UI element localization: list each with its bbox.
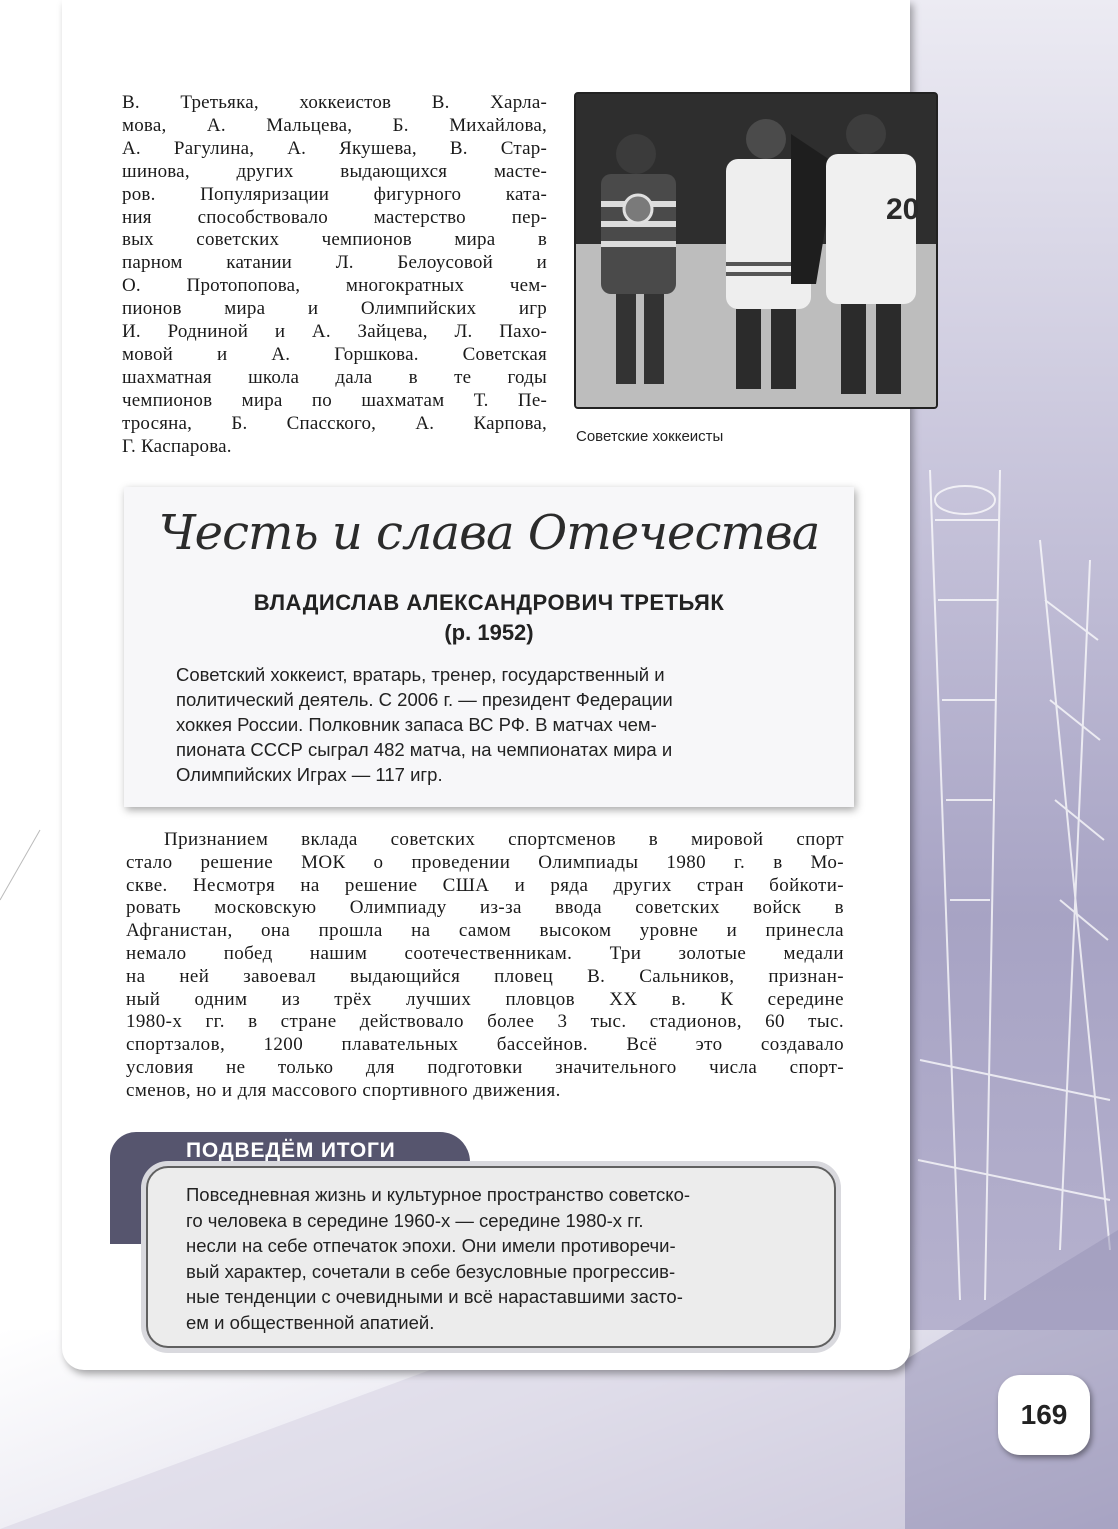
honor-box: [124, 487, 854, 807]
text-line: мовой и А. Горшкова. Советская: [122, 343, 547, 365]
text-line: шахматная школа дала в те годы: [122, 366, 547, 388]
text-line: О. Протопопова, многократных чем-: [122, 275, 547, 297]
text-line: шинова, других выдающихся масте-: [122, 160, 547, 182]
text-line: Повседневная жизнь и культурное пространство советско-: [186, 1184, 691, 1205]
text-line: Олимпийских Играх — 117 игр.: [176, 764, 443, 785]
text-line: И. Родниной и А. Зайцева, Л. Пахо-: [122, 321, 547, 343]
text-line: Афганистан, она прошла на самом высоком уровне и принесла: [126, 920, 844, 942]
text-line: Г. Каспарова.: [122, 435, 232, 457]
photo-caption: Советские хоккеисты: [576, 428, 724, 445]
text-line: мова, А. Мальцева, Б. Михайлова,: [122, 114, 547, 136]
text-line: В. Третьяка, хоккеистов В. Харла-: [122, 92, 547, 113]
text-line: Советский хоккеист, вратарь, тренер, государственный и: [176, 664, 665, 685]
text-line: ем и общественной апатией.: [186, 1311, 435, 1333]
text-line: го человека в середине 1960-х — середине 1980-х гг.: [186, 1209, 644, 1231]
text-line: тросяна, Б. Спасского, А. Карпова,: [122, 412, 547, 434]
text-line: на ней завоевал выдающийся пловец В. Сальников, признан-: [126, 965, 844, 987]
person-name: ВЛАДИСЛАВ АЛЕКСАНДРОВИЧ ТРЕТЬЯК: [253, 590, 725, 615]
text-line: немало побед нашим соотечественникам. Три золотые медали: [126, 942, 844, 964]
text-line: пионов мира и Олимпийских игр: [122, 298, 547, 320]
page-number: 169: [998, 1375, 1090, 1455]
text-line: чемпионов мира по шахматам Т. Пе-: [122, 389, 547, 411]
text-line: сменов, но и для массового спортивного движения.: [126, 1079, 561, 1101]
text-line: парном катании Л. Белоусовой и: [122, 252, 547, 274]
text-line: ные тенденции с очевидными и всё нараставшими засто-: [186, 1286, 683, 1307]
text-line: ров. Популяризации фигурного ката-: [122, 183, 547, 205]
main-paragraph: [126, 829, 844, 1103]
text-line: скве. Несмотря на решение США и ряда других стран бойкоти-: [126, 874, 844, 896]
honor-title: Честь и слава Отечества: [158, 505, 820, 561]
text-line: вых советских чемпионов мира в: [122, 229, 547, 251]
text-line: ный одним из трёх лучших пловцов XX в. К середине: [126, 988, 844, 1010]
text-line: ровать московскую Олимпиаду из-за ввода советских войск в: [126, 897, 844, 919]
text-line: ния способствовало мастерство пер-: [122, 206, 547, 228]
text-line: стало решение МОК о проведении Олимпиады 1980 г. в Мо-: [126, 851, 844, 873]
text-line: пионата СССР сыграл 482 матча, на чемпионатах мира и: [176, 739, 673, 760]
text-line: хоккея России. Полковник запаса ВС РФ. В матчах чем-: [176, 714, 657, 735]
person-bio: [176, 662, 796, 787]
intro-paragraph: [122, 92, 547, 459]
summary-text: [186, 1182, 816, 1335]
jersey-number: 20: [886, 193, 920, 226]
text-line: Признанием вклада советских спортсменов в мировой спорт: [164, 829, 844, 850]
text-line: вый характер, сочетали в себе безусловные прогрессив-: [186, 1260, 676, 1282]
hockey-players-photo: [574, 92, 938, 409]
text-line: А. Рагулина, А. Якушева, В. Стар-: [122, 137, 547, 159]
text-line: политический деятель. С 2006 г. — президент Федерации: [176, 689, 673, 710]
text-line: условия не только для подготовки значительного числа спорт-: [126, 1056, 844, 1078]
text-line: спортзалов, 1200 плавательных бассейнов. Всё это создавало: [126, 1034, 844, 1056]
person-years: (р. 1952): [444, 620, 534, 645]
text-line: несли на себе отпечаток эпохи. Они имели противоречи-: [186, 1235, 676, 1256]
summary-heading: ПОДВЕДЁМ ИТОГИ: [186, 1139, 396, 1162]
text-line: 1980-х гг. в стране действовало более 3 тыс. стадионов, 60 тыс.: [126, 1011, 844, 1033]
